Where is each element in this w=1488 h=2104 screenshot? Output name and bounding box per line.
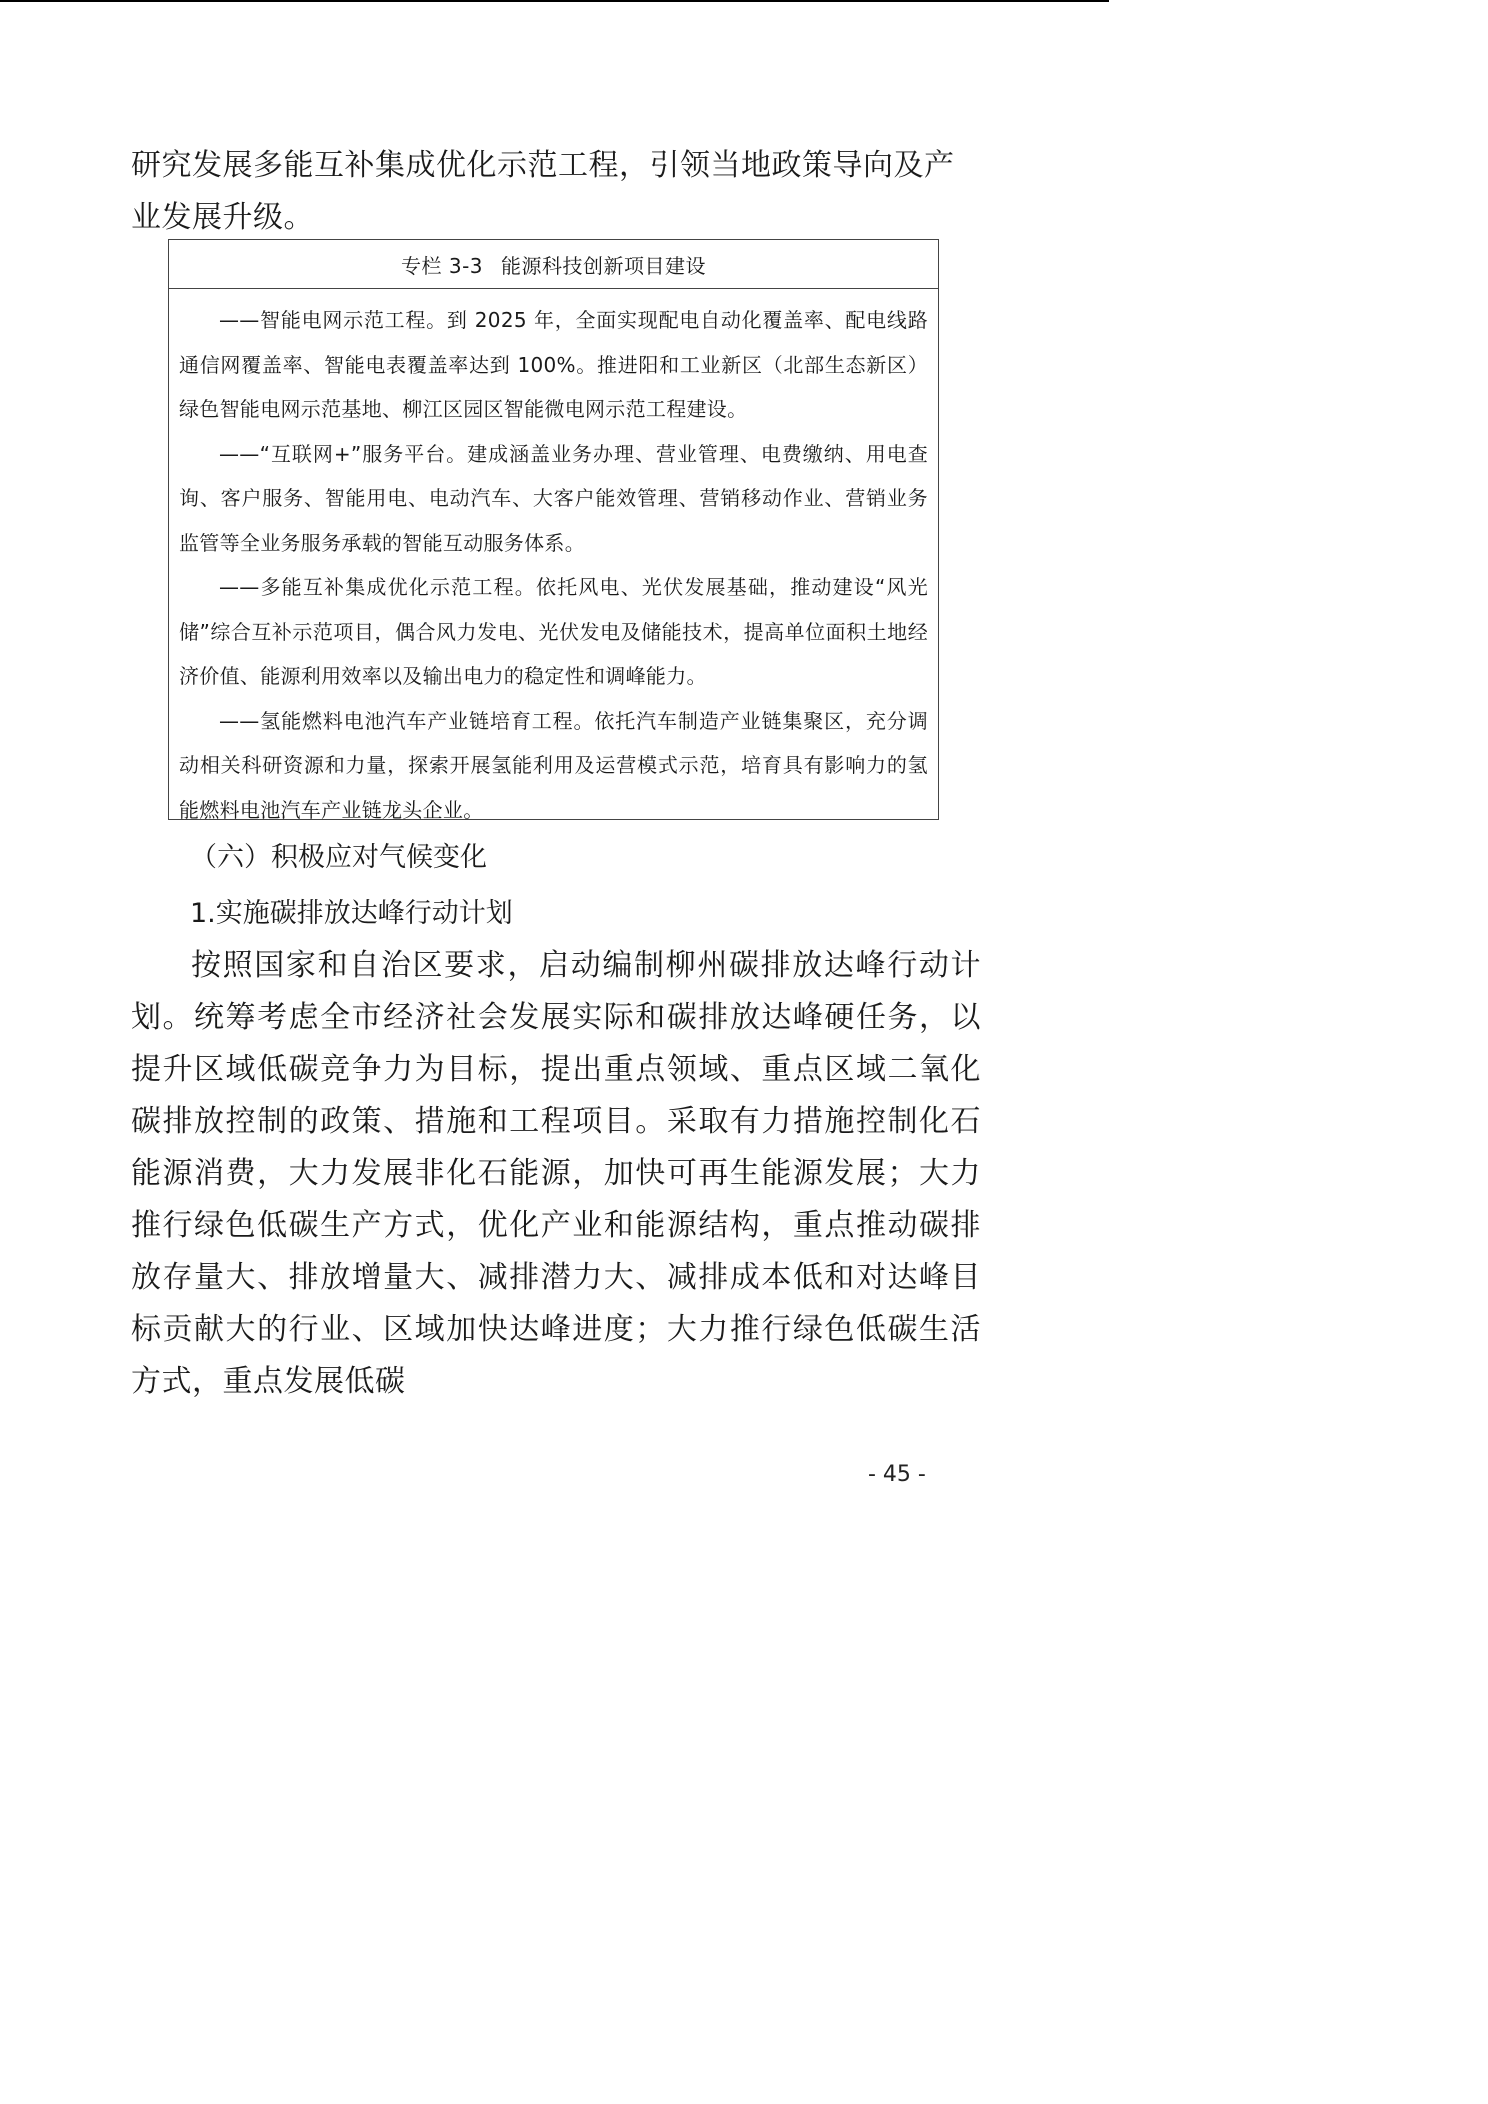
column-box-header bbox=[169, 240, 938, 289]
column-box-item: ——“互联网+”服务平台。建成涵盖业务办理、营业管理、电费缴纳、用电查询、客户服务、智能用电、电动汽车、大客户能效管理、营销移动作业、营销业务监管等全业务服务承载的智能互动服务体系。 bbox=[179, 441, 928, 555]
column-box-item: ——多能互补集成优化示范工程。依托风电、光伏发展基础，推动建设“风光储”综合互补示范项目，偶合风力发电、光伏发电及储能技术，提高单位面积土地经济价值、能源利用效率以及输出电力的稳定性和调峰能力。 bbox=[179, 575, 928, 688]
section-heading: （六）积极应对气候变化 bbox=[190, 842, 487, 873]
column-box bbox=[168, 239, 939, 820]
column-box-item: ——氢能燃料电池汽车产业链培育工程。依托汽车制造产业链集聚区，充分调动相关科研资源和力量，探索开展氢能利用及运营模式示范，培育具有影响力的氢能燃料电池汽车产业链龙头企业。 bbox=[179, 708, 928, 822]
subsection-heading: 1.实施碳排放达峰行动计划 bbox=[190, 898, 513, 929]
column-box-item: ——智能电网示范工程。到 2025 年，全面实现配电自动化覆盖率、配电线路通信网覆盖率、智能电表覆盖率达到 100%。推进阳和工业新区（北部生态新区）绿色智能电网示范基地、柳江区园区智能微电网示范工程建设。 bbox=[179, 308, 928, 421]
body-paragraph: 按照国家和自治区要求，启动编制柳州碳排放达峰行动计划。统筹考虑全市经济社会发展实际和碳排放达峰硬任务，以提升区域低碳竞争力为目标，提出重点领域、重点区域二氧化碳排放控制的政策、措施和工程项目。采取有力措施控制化石能源消费，大力发展非化石能源，加快可再生能源发展；大力推行绿色低碳生产方式，优化产业和能源结构，重点推动碳排放存量大、排放增量大、减排潜力大、减排成本低和对达峰目标贡献大的行业、区域加快达峰进度；大力推行绿色低碳生活方式，重点发展低碳 bbox=[131, 948, 981, 1399]
column-box-label: 专栏 3-3 bbox=[400, 253, 484, 278]
intro-paragraph-block bbox=[131, 140, 981, 244]
column-box-body bbox=[169, 289, 938, 832]
top-border-line bbox=[0, 0, 1109, 2]
body-text-block bbox=[131, 940, 981, 1408]
column-box-title: 能源科技创新项目建设 bbox=[501, 253, 707, 278]
page-number: - 45 - bbox=[868, 1462, 926, 1487]
intro-paragraph: 研究发展多能互补集成优化示范工程，引领当地政策导向及产业发展升级。 bbox=[131, 148, 955, 235]
